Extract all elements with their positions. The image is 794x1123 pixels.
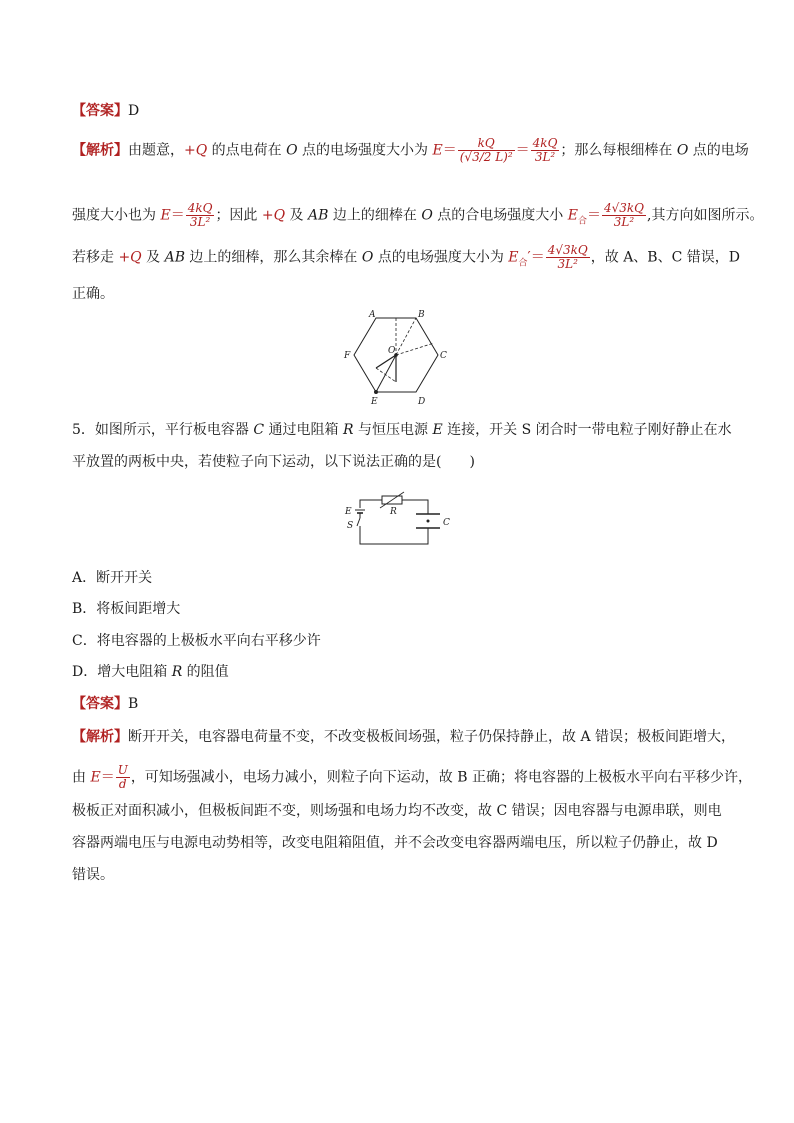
text: 通过电阻箱 (264, 422, 343, 438)
label-a: A (369, 310, 376, 320)
q5-analysis-line-1 (72, 727, 735, 747)
fraction-denominator: d (118, 777, 127, 791)
answer-value: D (128, 103, 140, 119)
fraction-numerator: 4kQ (187, 201, 213, 215)
text: ；那么每根细棒在 (560, 142, 677, 159)
text: 与恒压电源 (353, 422, 433, 438)
label-r: R (390, 507, 397, 517)
fraction-1 (186, 202, 215, 229)
fraction-1 (546, 244, 590, 271)
point-o: O (421, 207, 433, 224)
q4-analysis-line-1 (72, 137, 749, 164)
q5-stem-line-1 (72, 420, 732, 440)
text: 的阻值 (182, 664, 229, 680)
analysis-label: 【解析】 (72, 142, 128, 159)
text: 点的电场强度大小为 (373, 249, 509, 266)
fraction-2 (531, 137, 560, 164)
q5-analysis-line-2 (72, 764, 752, 791)
field-arrow-left (376, 368, 396, 382)
text: 连接，开关 S 闭合时一带电粒子刚好静止在水 (442, 422, 732, 438)
symbol-e: E (432, 422, 443, 438)
q5-answer-line (72, 694, 138, 714)
label-d: D (418, 397, 426, 407)
equals: ＝ (170, 207, 185, 224)
symbol-e: E (508, 249, 519, 266)
text: 及 (141, 249, 165, 266)
fraction-denominator: 3L² (189, 215, 211, 229)
analysis-label: 【解析】 (72, 729, 128, 745)
option-d (72, 662, 229, 682)
q4-analysis-line-4: 正确。 (72, 286, 114, 302)
fraction-u-over-d (116, 764, 130, 791)
text: D．增大电阻箱 (72, 664, 172, 680)
symbol-e: E (432, 142, 443, 159)
q4-analysis-line-3 (72, 244, 740, 273)
symbol-e: E (160, 207, 171, 224)
fraction-denominator: 3L² (534, 150, 556, 164)
equals: ＝ (586, 207, 601, 224)
fraction-denominator: (√3/2 L)² (459, 150, 513, 164)
equals: ＝ (515, 142, 530, 159)
text: 点的电场 (688, 142, 749, 159)
fraction-2 (602, 202, 646, 229)
point-o: O (676, 142, 689, 159)
fraction-1 (458, 137, 515, 164)
side-ab: AB (164, 249, 185, 266)
q5-stem-line-2: 平放置的两板中央，若使粒子向下运动，以下说法正确的是( ) (72, 454, 475, 470)
label-f: F (344, 351, 351, 361)
fraction-numerator: 4√3kQ (547, 243, 588, 257)
symbol-r: R (342, 422, 354, 438)
text: ，可知场强减小，电场力减小，则粒子向下运动，故 B 正确；将电容器的上极板水平向右平移少许， (130, 769, 752, 786)
label-e: E (371, 397, 378, 407)
equals: ＝ (442, 142, 457, 159)
side-ab: AB (308, 207, 329, 224)
symbol-e: E (567, 207, 578, 224)
label-c: C (440, 351, 447, 361)
line-o-e (376, 355, 396, 392)
answer-value: B (128, 696, 139, 712)
label-s: S (347, 521, 354, 531)
text: 5．如图所示，平行板电容器 (72, 422, 254, 438)
q4-analysis-line-2 (72, 202, 763, 231)
text: ，故 A、B、C 错误，D (590, 249, 740, 266)
hexagon-diagram (338, 308, 458, 408)
text: 断开开关，电容器电荷量不变，不改变极板间场强，粒子仍保持静止，故 A 错误；极板间距增大， (128, 729, 736, 745)
answer-label: 【答案】 (72, 696, 128, 712)
option-b: B．将板间距增大 (72, 601, 181, 617)
prime-equals: ′＝ (527, 249, 545, 266)
answer-label: 【答案】 (72, 103, 128, 119)
label-e: E (345, 507, 352, 517)
switch-blade (357, 518, 360, 526)
fraction-denominator: 3L² (557, 257, 578, 271)
charge-symbol: +Q (118, 249, 142, 266)
point-o: O (286, 142, 298, 159)
fraction-numerator: U (117, 763, 128, 777)
label-c: C (443, 518, 450, 528)
q5-analysis-line-4: 容器两端电压与电源电动势相等，改变电阻箱阻值，并不会改变电容器两端电压，所以粒子仍静止，故 D (72, 835, 718, 851)
circuit-wire-bottom (360, 526, 428, 544)
text: 由 (72, 769, 91, 786)
subscript: 合 (577, 216, 587, 227)
option-c: C．将电容器的上极板水平向右平移少许 (72, 633, 321, 649)
text: 边上的细棒，那么其余棒在 (184, 249, 362, 266)
text: ,其方向如图所示。 (647, 207, 764, 224)
label-b: B (418, 310, 425, 320)
text: 及 (285, 207, 309, 224)
fraction-numerator: 4√3kQ (603, 201, 644, 215)
text: 若移走 (72, 249, 119, 266)
subscript: 合 (518, 258, 528, 269)
text: 边上的细棒在 (328, 207, 422, 224)
option-a: A．断开开关 (72, 570, 153, 586)
point-o: O (361, 249, 374, 266)
label-o: O (388, 346, 396, 356)
charged-particle (427, 520, 430, 523)
text: 的点电荷在 (207, 142, 287, 159)
circuit-diagram (340, 488, 460, 552)
text: ；因此 (215, 207, 262, 224)
text: 强度大小也为 (72, 207, 161, 224)
charge-symbol: +Q (184, 142, 208, 159)
q4-answer-line (72, 101, 139, 121)
point-e-dot (374, 390, 378, 394)
text: 点的合电场强度大小 (432, 207, 568, 224)
q5-analysis-line-5: 错误。 (72, 867, 114, 883)
equals: ＝ (100, 769, 115, 786)
symbol-c: C (253, 422, 265, 438)
text: 点的电场强度大小为 (297, 142, 433, 159)
fraction-numerator: 4kQ (532, 136, 558, 150)
symbol-r: R (171, 664, 183, 680)
text: 由题意， (128, 142, 184, 159)
fraction-numerator: kQ (458, 137, 515, 151)
charge-symbol: +Q (261, 207, 286, 224)
fraction-denominator: 3L² (613, 215, 635, 229)
q5-analysis-line-3: 极板正对面积减小，但极板间距不变，则场强和电场力均不改变，故 C 错误；因电容器与电源串联，则电 (72, 803, 722, 819)
symbol-e: E (90, 769, 101, 786)
